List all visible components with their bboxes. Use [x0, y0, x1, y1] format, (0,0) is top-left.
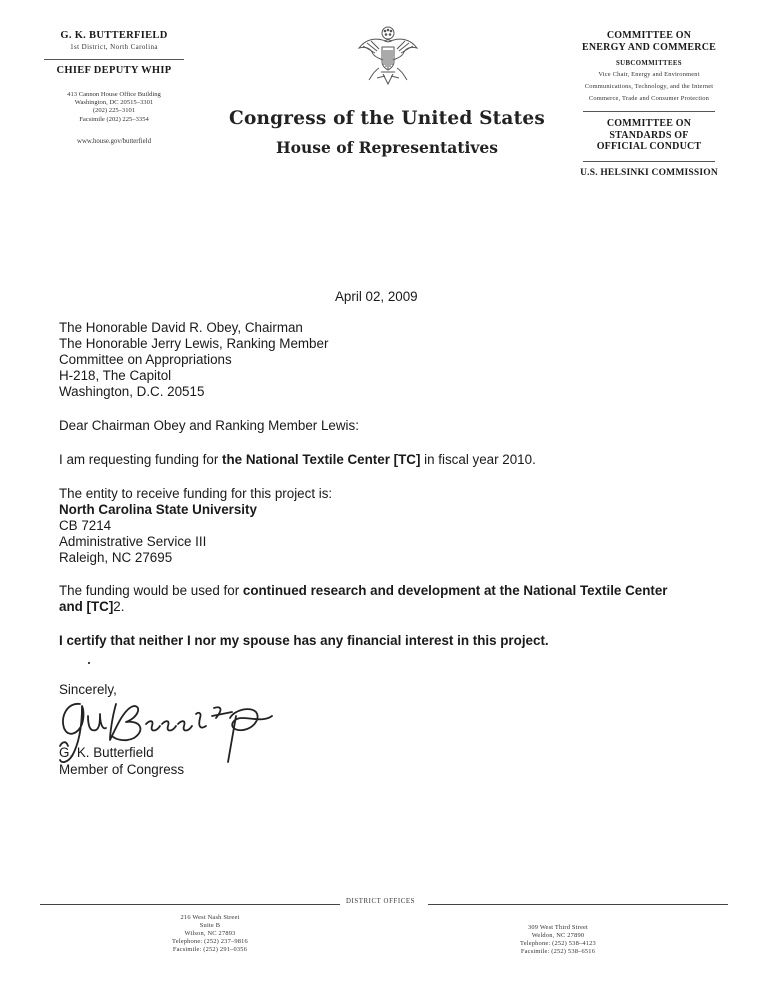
office-line: Wilson, NC 27893 — [184, 930, 236, 937]
recipient-line: The Honorable Jerry Lewis, Ranking Member — [59, 336, 329, 351]
signer-title: Member of Congress — [59, 762, 185, 777]
entity-block — [59, 486, 332, 566]
office-line: 216 West Nash Street — [180, 914, 240, 921]
entity-address-line: Raleigh, NC 27695 — [59, 550, 173, 565]
letterhead-right — [573, 30, 725, 178]
footer-rule-right — [428, 904, 728, 905]
salutation: Dear Chairman Obey and Ranking Member Lewis: — [59, 418, 359, 433]
recipient-line: The Honorable David R. Obey, Chairman — [59, 320, 303, 335]
office-line: Telephone: (252) 538–4123 — [520, 940, 596, 947]
divider — [583, 161, 715, 162]
office-line: Suite B — [199, 922, 221, 929]
helsinki-commission: U.S. HELSINKI COMMISSION — [580, 167, 718, 178]
stray-mark — [88, 662, 90, 664]
entity-address-line: CB 7214 — [59, 518, 112, 533]
subcommittee-item: Communications, Technology, and the Internet — [584, 83, 714, 90]
subcommittee-item: Vice Chair, Energy and Environment — [598, 71, 700, 78]
district-offices-label: DISTRICT OFFICES — [346, 898, 415, 905]
congress-heading: Congress of the United States — [229, 108, 545, 129]
address-line: (202) 225–3101 — [92, 107, 136, 115]
office-line: Facsimile: (252) 291–0356 — [172, 946, 248, 953]
signature-block — [59, 744, 184, 778]
recipient-line: Washington, D.C. 20515 — [59, 384, 205, 399]
member-name: G. K. BUTTERFIELD — [60, 30, 168, 41]
office-line: 309 West Third Street — [527, 924, 589, 931]
footer-rule-left — [40, 904, 340, 905]
member-title: CHIEF DEPUTY WHIP — [56, 65, 172, 76]
district-office-weldon — [498, 924, 618, 956]
address-line: Washington, DC 20515–3301 — [74, 99, 154, 107]
dc-office-address — [40, 91, 188, 124]
usage-purpose: continued research and development at the National Textile Center and [TC] — [59, 583, 668, 614]
closing: Sincerely, — [59, 682, 117, 697]
great-seal-eagle-icon — [355, 22, 421, 88]
request-paragraph — [59, 452, 536, 468]
request-prefix: I am requesting funding for — [59, 452, 223, 467]
certification-statement: I certify that neither I nor my spouse has any financial interest in this project. — [59, 633, 549, 648]
house-heading: House of Representatives — [276, 138, 498, 157]
website-url: www.house.gov/butterfield — [77, 137, 151, 145]
committee-line: COMMITTEE ON — [606, 30, 692, 41]
committee-standards-heading — [573, 118, 725, 153]
divider — [583, 111, 715, 112]
subcommittee-item: Commerce, Trade and Consumer Protection — [588, 95, 710, 102]
request-suffix: in fiscal year 2010. — [420, 452, 536, 467]
project-name: the National Textile Center [TC] — [222, 452, 421, 467]
member-district: 1st District, North Carolina — [70, 43, 158, 51]
usage-prefix: The funding would be used for — [59, 583, 243, 598]
committee-line: STANDARDS OF — [609, 129, 689, 141]
address-line: 413 Cannon House Office Building — [67, 91, 161, 98]
letterhead-left — [40, 30, 188, 145]
entity-intro: The entity to receive funding for this project is: — [59, 486, 333, 501]
entity-address-line: Administrative Service III — [59, 534, 207, 549]
usage-suffix: 2. — [113, 599, 125, 614]
office-line: Telephone: (252) 237–9816 — [172, 938, 248, 945]
recipient-line: Committee on Appropriations — [59, 352, 232, 367]
signer-name: G. K. Butterfield — [59, 745, 154, 760]
divider — [44, 59, 184, 60]
committee-line: ENERGY AND COMMERCE — [582, 41, 716, 53]
address-line: Facsimile (202) 225–3354 — [79, 115, 149, 123]
usage-paragraph — [59, 583, 669, 615]
subcommittees-label: SUBCOMMITTEES — [615, 60, 682, 67]
entity-name: North Carolina State University — [59, 502, 257, 517]
committee-line: OFFICIAL CONDUCT — [596, 141, 702, 152]
letter-date: April 02, 2009 — [335, 289, 418, 304]
committee-energy-heading — [573, 30, 725, 53]
recipient-block — [59, 320, 328, 400]
recipient-line: H-218, The Capitol — [59, 368, 172, 383]
office-line: Weldon, NC 27890 — [531, 932, 585, 939]
office-line: Facsimile: (252) 538–6516 — [520, 948, 596, 955]
committee-line: COMMITTEE ON — [606, 118, 692, 129]
district-office-wilson — [150, 914, 270, 954]
